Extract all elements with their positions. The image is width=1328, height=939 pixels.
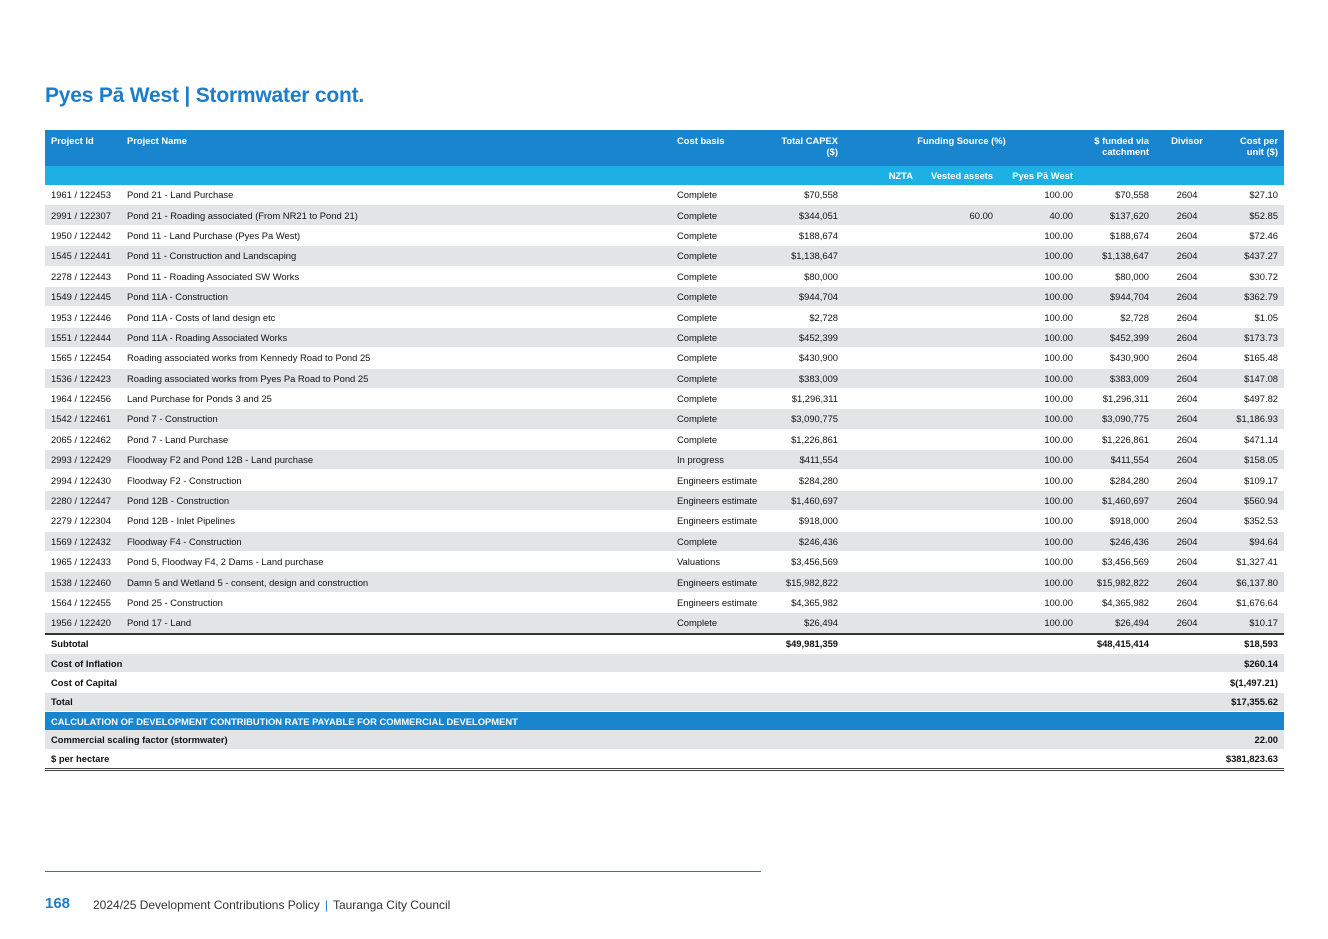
vested-assets-cell [919,266,999,286]
inflation-row [45,653,1284,672]
funded-line1: $ funded via [1094,135,1149,146]
footer-text [93,898,450,912]
cost-basis-cell: Complete [671,225,774,245]
table-row [45,225,1284,245]
cost-per-unit-cell: $109.17 [1219,470,1284,490]
pyes-pa-west-cell: 100.00 [999,368,1079,388]
total-capex-line2: ($) [826,146,838,157]
nzta-cell [844,592,919,612]
subheader-row [45,166,1284,185]
pyes-pa-west-cell: 100.00 [999,246,1079,266]
total-capex-cell: $430,900 [774,348,844,368]
pyes-pa-west-cell: 100.00 [999,225,1079,245]
divisor-cell: 2604 [1155,450,1219,470]
cost-basis-cell: Complete [671,429,774,449]
pyes-pa-west-cell: 100.00 [999,286,1079,306]
per-hectare-value: $381,823.63 [1219,749,1284,769]
cost-per-unit-cell: $1,676.64 [1219,592,1284,612]
nzta-cell [844,327,919,347]
cost-per-unit-cell: $1,327.41 [1219,552,1284,572]
divisor-cell: 2604 [1155,409,1219,429]
nzta-cell [844,246,919,266]
table-row [45,470,1284,490]
vested-assets-cell [919,286,999,306]
subtotal-funded: $48,415,414 [1079,634,1155,654]
cost-basis-cell: Complete [671,246,774,266]
funded-catchment-cell: $15,982,822 [1079,572,1155,592]
funded-catchment-cell: $2,728 [1079,307,1155,327]
project-name-cell: Floodway F2 and Pond 12B - Land purchase [121,450,671,470]
total-capex-cell: $3,090,775 [774,409,844,429]
divisor-cell: 2604 [1155,490,1219,510]
funded-catchment-cell: $1,296,311 [1079,388,1155,408]
vested-assets-cell [919,572,999,592]
stormwater-table [45,130,1284,771]
nzta-cell [844,368,919,388]
col-funded-catchment [1079,130,1155,166]
funded-catchment-cell: $411,554 [1079,450,1155,470]
total-capex-cell: $80,000 [774,266,844,286]
vested-assets-cell [919,368,999,388]
pyes-pa-west-cell: 100.00 [999,613,1079,634]
divisor-cell: 2604 [1155,613,1219,634]
header-row [45,130,1284,166]
project-name-cell: Pond 11A - Roading Associated Works [121,327,671,347]
total-capex-cell: $1,460,697 [774,490,844,510]
funded-catchment-cell: $3,456,569 [1079,552,1155,572]
cost-basis-cell: Complete [671,266,774,286]
divisor-cell: 2604 [1155,327,1219,347]
cost-per-unit-cell: $1.05 [1219,307,1284,327]
divisor-cell: 2604 [1155,307,1219,327]
divisor-cell: 2604 [1155,205,1219,225]
divisor-cell: 2604 [1155,246,1219,266]
funded-catchment-cell: $246,436 [1079,531,1155,551]
table-row [45,307,1284,327]
table-row [45,531,1284,551]
capital-label: Cost of Capital [45,673,1219,692]
project-id-cell: 2991 / 122307 [45,205,121,225]
project-id-cell: 1551 / 122444 [45,327,121,347]
footer-policy: 2024/25 Development Contributions Policy [93,898,320,912]
nzta-cell [844,185,919,205]
project-id-cell: 2279 / 122304 [45,511,121,531]
cost-per-unit-cell: $362.79 [1219,286,1284,306]
table-row [45,246,1284,266]
project-id-cell: 1545 / 122441 [45,246,121,266]
scaling-factor-row [45,730,1284,749]
project-name-cell: Damn 5 and Wetland 5 - consent, design and construction [121,572,671,592]
cost-basis-cell: Complete [671,388,774,408]
col-vested-assets: Vested assets [930,170,993,181]
funded-catchment-cell: $137,620 [1079,205,1155,225]
cost-basis-cell: Complete [671,185,774,205]
total-capex-cell: $411,554 [774,450,844,470]
total-capex-cell: $2,728 [774,307,844,327]
footer-council: Tauranga City Council [332,898,451,912]
pyes-pa-west-cell: 100.00 [999,327,1079,347]
vested-assets-cell [919,327,999,347]
pyes-pa-west-cell: 100.00 [999,592,1079,612]
cost-basis-cell: In progress [671,450,774,470]
table-row [45,572,1284,592]
table-row [45,388,1284,408]
total-capex-cell: $3,456,569 [774,552,844,572]
subtotal-row [45,634,1284,654]
table-row [45,511,1284,531]
pyes-pa-west-cell: 100.00 [999,511,1079,531]
total-capex-cell: $70,558 [774,185,844,205]
cost-per-unit-cell: $560.94 [1219,490,1284,510]
project-id-cell: 1953 / 122446 [45,307,121,327]
divisor-cell: 2604 [1155,429,1219,449]
cost-per-unit-cell: $72.46 [1219,225,1284,245]
cost-per-unit-cell: $352.53 [1219,511,1284,531]
col-funding-source: Funding Source (%) [917,135,1006,146]
funded-catchment-cell: $452,399 [1079,327,1155,347]
pyes-pa-west-cell: 100.00 [999,429,1079,449]
funded-catchment-cell: $4,365,982 [1079,592,1155,612]
cost-per-unit-cell: $165.48 [1219,348,1284,368]
project-id-cell: 1542 / 122461 [45,409,121,429]
funded-catchment-cell: $383,009 [1079,368,1155,388]
total-capex-cell: $1,138,647 [774,246,844,266]
vested-assets-cell [919,348,999,368]
project-name-cell: Pond 21 - Roading associated (From NR21 to Pond 21) [121,205,671,225]
total-capex-cell: $246,436 [774,531,844,551]
vested-assets-cell [919,307,999,327]
project-id-cell: 1950 / 122442 [45,225,121,245]
divisor-cell: 2604 [1155,185,1219,205]
col-project-id: Project Id [51,135,94,146]
total-label: Total [45,692,1219,711]
col-pyes-pa-west: Pyes Pā West [1012,170,1073,181]
project-name-cell: Pond 12B - Inlet Pipelines [121,511,671,531]
cost-basis-cell: Engineers estimate [671,572,774,592]
vested-assets-cell [919,388,999,408]
vested-assets-cell [919,246,999,266]
vested-assets-cell [919,429,999,449]
table-row [45,348,1284,368]
project-id-cell: 1564 / 122455 [45,592,121,612]
capital-row [45,673,1284,692]
vested-assets-cell [919,409,999,429]
total-capex-cell: $344,051 [774,205,844,225]
table-row [45,490,1284,510]
pyes-pa-west-cell: 100.00 [999,572,1079,592]
nzta-cell [844,450,919,470]
pyes-pa-west-cell: 40.00 [999,205,1079,225]
divisor-cell: 2604 [1155,511,1219,531]
table-row [45,613,1284,634]
table-row [45,592,1284,612]
total-capex-cell: $188,674 [774,225,844,245]
funded-catchment-cell: $80,000 [1079,266,1155,286]
scaling-label: Commercial scaling factor (stormwater) [45,730,1219,749]
table-row [45,368,1284,388]
pyes-pa-west-cell: 100.00 [999,409,1079,429]
vested-assets-cell: 60.00 [919,205,999,225]
cost-per-unit-cell: $158.05 [1219,450,1284,470]
project-id-cell: 1536 / 122423 [45,368,121,388]
cost-basis-cell: Complete [671,307,774,327]
cost-per-unit-cell: $6,137.80 [1219,572,1284,592]
vested-assets-cell [919,613,999,634]
nzta-cell [844,286,919,306]
project-id-cell: 1549 / 122445 [45,286,121,306]
funded-catchment-cell: $284,280 [1079,470,1155,490]
nzta-cell [844,429,919,449]
vested-assets-cell [919,470,999,490]
project-id-cell: 2278 / 122443 [45,266,121,286]
cost-per-unit-cell: $147.08 [1219,368,1284,388]
divisor-cell: 2604 [1155,266,1219,286]
divisor-cell: 2604 [1155,592,1219,612]
total-capex-cell: $26,494 [774,613,844,634]
project-id-cell: 1964 / 122456 [45,388,121,408]
funded-catchment-cell: $3,090,775 [1079,409,1155,429]
vested-assets-cell [919,592,999,612]
total-capex-cell: $1,296,311 [774,388,844,408]
vested-assets-cell [919,511,999,531]
cost-per-unit-cell: $52.85 [1219,205,1284,225]
project-name-cell: Pond 25 - Construction [121,592,671,612]
per-hectare-label: $ per hectare [45,749,1219,769]
project-name-cell: Land Purchase for Ponds 3 and 25 [121,388,671,408]
funded-catchment-cell: $70,558 [1079,185,1155,205]
nzta-cell [844,266,919,286]
col-cost-per-unit [1219,130,1284,166]
project-name-cell: Pond 11A - Construction [121,286,671,306]
cost-basis-cell: Complete [671,613,774,634]
nzta-cell [844,552,919,572]
project-id-cell: 2994 / 122430 [45,470,121,490]
divisor-cell: 2604 [1155,368,1219,388]
table-row [45,552,1284,572]
page-title: Pyes Pā West | Stormwater cont. [45,84,365,107]
total-capex-cell: $383,009 [774,368,844,388]
cost-basis-cell: Complete [671,327,774,347]
total-capex-cell: $918,000 [774,511,844,531]
pyes-pa-west-cell: 100.00 [999,470,1079,490]
funded-catchment-cell: $430,900 [1079,348,1155,368]
table-row [45,185,1284,205]
nzta-cell [844,225,919,245]
total-capex-cell: $944,704 [774,286,844,306]
project-name-cell: Floodway F4 - Construction [121,531,671,551]
cost-per-unit-cell: $497.82 [1219,388,1284,408]
project-id-cell: 1569 / 122432 [45,531,121,551]
funded-catchment-cell: $1,460,697 [1079,490,1155,510]
project-id-cell: 1965 / 122433 [45,552,121,572]
project-id-cell: 2993 / 122429 [45,450,121,470]
project-name-cell: Floodway F2 - Construction [121,470,671,490]
project-name-cell: Roading associated works from Pyes Pa Road to Pond 25 [121,368,671,388]
divisor-cell: 2604 [1155,225,1219,245]
divisor-cell: 2604 [1155,470,1219,490]
project-name-cell: Roading associated works from Kennedy Road to Pond 25 [121,348,671,368]
table-row [45,205,1284,225]
vested-assets-cell [919,490,999,510]
nzta-cell [844,409,919,429]
project-name-cell: Pond 17 - Land [121,613,671,634]
vested-assets-cell [919,450,999,470]
cost-basis-cell: Engineers estimate [671,490,774,510]
project-name-cell: Pond 5, Floodway F4, 2 Dams - Land purchase [121,552,671,572]
project-name-cell: Pond 11 - Construction and Landscaping [121,246,671,266]
nzta-cell [844,348,919,368]
cost-basis-cell: Valuations [671,552,774,572]
table-row [45,266,1284,286]
cost-per-line1: Cost per [1239,135,1278,146]
nzta-cell [844,613,919,634]
scaling-value: 22.00 [1219,730,1284,749]
footer-separator: | [324,898,328,912]
total-value: $17,355.62 [1219,692,1284,711]
pyes-pa-west-cell: 100.00 [999,490,1079,510]
project-name-cell: Pond 12B - Construction [121,490,671,510]
footer-divider [45,871,761,872]
funded-line2: catchment [1102,146,1149,157]
cost-basis-cell: Complete [671,348,774,368]
nzta-cell [844,490,919,510]
project-name-cell: Pond 7 - Construction [121,409,671,429]
cost-per-unit-cell: $94.64 [1219,531,1284,551]
inflation-value: $260.14 [1219,653,1284,672]
pyes-pa-west-cell: 100.00 [999,552,1079,572]
table-row [45,429,1284,449]
divisor-cell: 2604 [1155,286,1219,306]
per-hectare-row [45,749,1284,769]
divisor-cell: 2604 [1155,388,1219,408]
cost-per-unit-cell: $1,186.93 [1219,409,1284,429]
col-total-capex [774,130,844,166]
cost-per-unit-cell: $173.73 [1219,327,1284,347]
pyes-pa-west-cell: 100.00 [999,388,1079,408]
cost-per-unit-cell: $10.17 [1219,613,1284,634]
total-capex-cell: $284,280 [774,470,844,490]
divisor-cell: 2604 [1155,552,1219,572]
pyes-pa-west-cell: 100.00 [999,307,1079,327]
funded-catchment-cell: $1,226,861 [1079,429,1155,449]
cost-per-unit-cell: $27.10 [1219,185,1284,205]
cost-basis-cell: Complete [671,205,774,225]
total-capex-cell: $1,226,861 [774,429,844,449]
pyes-pa-west-cell: 100.00 [999,266,1079,286]
page-number: 168 [45,895,71,912]
project-id-cell: 1956 / 122420 [45,613,121,634]
subtotal-capex: $49,981,359 [774,634,844,654]
nzta-cell [844,307,919,327]
total-capex-cell: $15,982,822 [774,572,844,592]
cost-basis-cell: Complete [671,368,774,388]
cost-basis-cell: Complete [671,409,774,429]
funded-catchment-cell: $918,000 [1079,511,1155,531]
cost-per-unit-cell: $437.27 [1219,246,1284,266]
funded-catchment-cell: $188,674 [1079,225,1155,245]
table-row [45,450,1284,470]
inflation-label: Cost of Inflation [45,653,1219,672]
nzta-cell [844,205,919,225]
calculation-label: CALCULATION OF DEVELOPMENT CONTRIBUTION RATE PAYABLE FOR COMMERCIAL DEVELOPMENT [51,715,518,727]
total-capex-line1: Total CAPEX [781,135,838,146]
nzta-cell [844,388,919,408]
cost-basis-cell: Complete [671,286,774,306]
divisor-cell: 2604 [1155,572,1219,592]
cost-basis-cell: Engineers estimate [671,470,774,490]
table-row [45,286,1284,306]
pyes-pa-west-cell: 100.00 [999,348,1079,368]
cost-per-unit-cell: $471.14 [1219,429,1284,449]
cost-basis-cell: Complete [671,531,774,551]
table-row [45,409,1284,429]
total-capex-cell: $4,365,982 [774,592,844,612]
project-name-cell: Pond 11A - Costs of land design etc [121,307,671,327]
vested-assets-cell [919,225,999,245]
cost-per-unit-cell: $30.72 [1219,266,1284,286]
vested-assets-cell [919,552,999,572]
nzta-cell [844,572,919,592]
nzta-cell [844,511,919,531]
project-name-cell: Pond 21 - Land Purchase [121,185,671,205]
cost-basis-cell: Engineers estimate [671,592,774,612]
capital-value: $(1,497.21) [1219,673,1284,692]
subtotal-label: Subtotal [45,634,774,654]
total-row [45,692,1284,711]
divisor-cell: 2604 [1155,348,1219,368]
nzta-cell [844,470,919,490]
cost-basis-cell: Engineers estimate [671,511,774,531]
project-name-cell: Pond 7 - Land Purchase [121,429,671,449]
pyes-pa-west-cell: 100.00 [999,531,1079,551]
pyes-pa-west-cell: 100.00 [999,185,1079,205]
project-name-cell: Pond 11 - Roading Associated SW Works [121,266,671,286]
col-cost-basis: Cost basis [677,135,725,146]
cost-per-line2: unit ($) [1246,146,1278,157]
funded-catchment-cell: $26,494 [1079,613,1155,634]
project-id-cell: 1565 / 122454 [45,348,121,368]
vested-assets-cell [919,185,999,205]
col-divisor: Divisor [1171,135,1203,146]
funded-catchment-cell: $1,138,647 [1079,246,1155,266]
subtotal-cost: $18,593 [1219,634,1284,654]
divisor-cell: 2604 [1155,531,1219,551]
vested-assets-cell [919,531,999,551]
project-id-cell: 1538 / 122460 [45,572,121,592]
project-id-cell: 2065 / 122462 [45,429,121,449]
total-capex-cell: $452,399 [774,327,844,347]
funded-catchment-cell: $944,704 [1079,286,1155,306]
project-id-cell: 2280 / 122447 [45,490,121,510]
col-nzta: NZTA [888,170,913,181]
table-row [45,327,1284,347]
calculation-header-row [45,712,1284,731]
col-project-name: Project Name [127,135,187,146]
project-id-cell: 1961 / 122453 [45,185,121,205]
pyes-pa-west-cell: 100.00 [999,450,1079,470]
nzta-cell [844,531,919,551]
project-name-cell: Pond 11 - Land Purchase (Pyes Pa West) [121,225,671,245]
